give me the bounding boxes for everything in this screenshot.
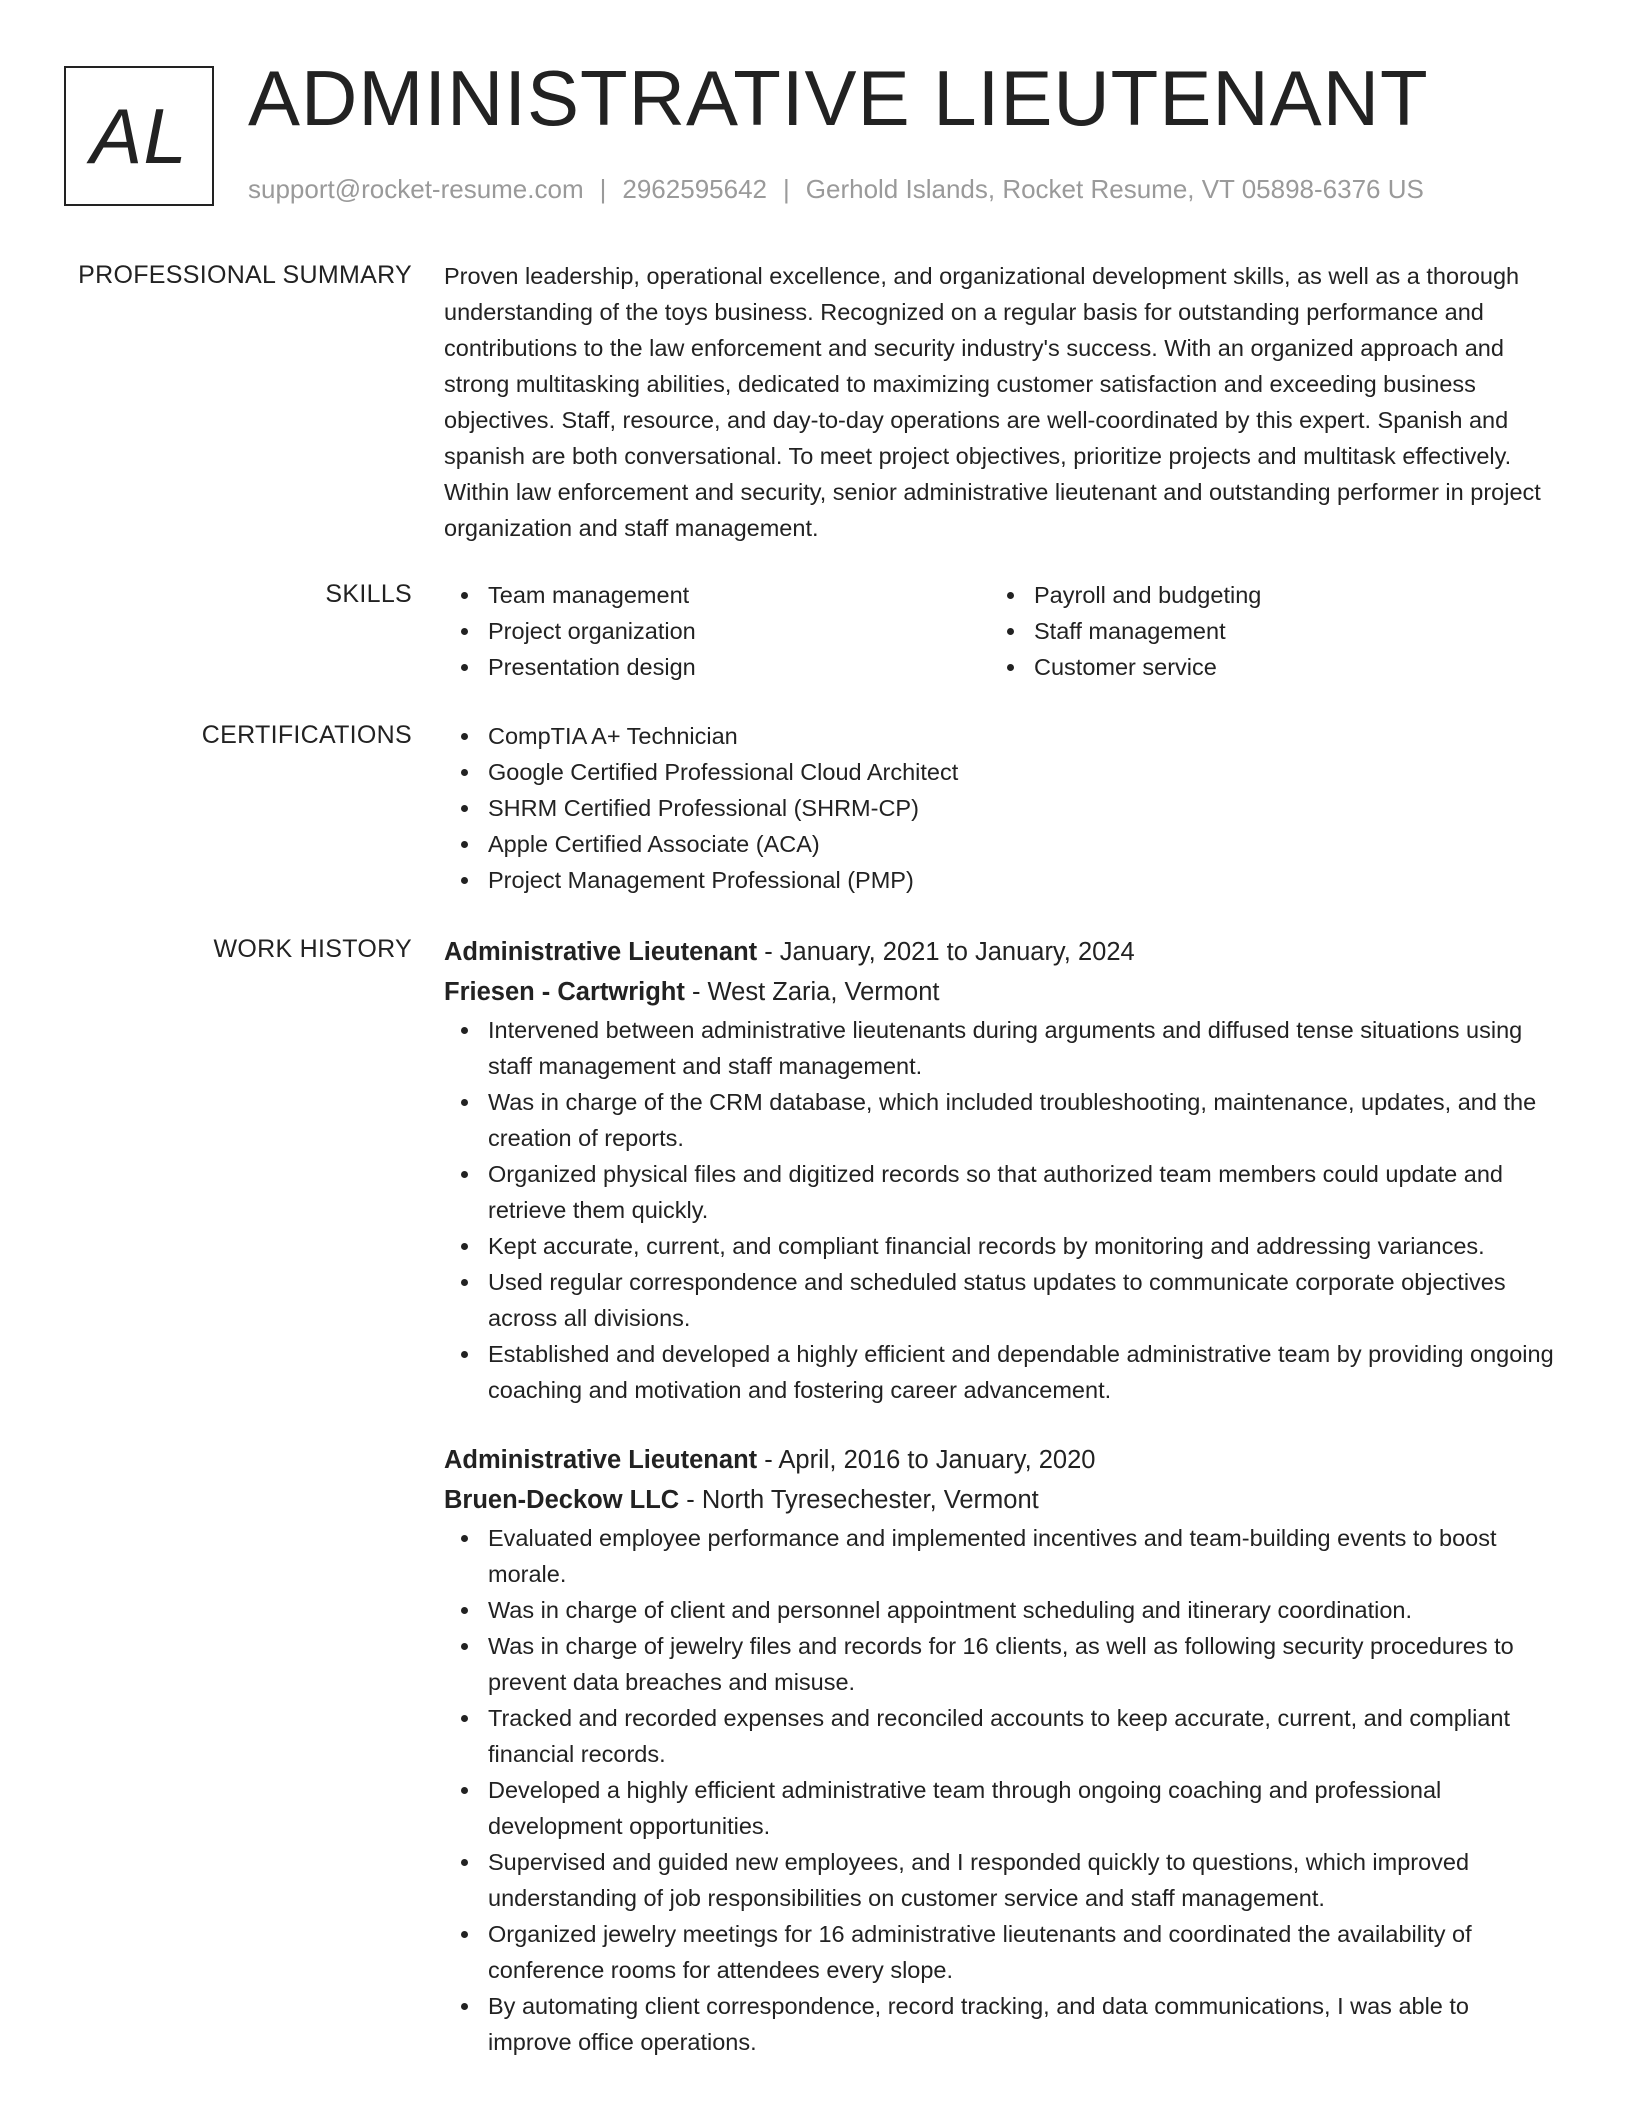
- certification-item: SHRM Certified Professional (SHRM-CP): [444, 790, 1558, 826]
- summary-text: Proven leadership, operational excellence, and organizational development skills, as well as a thorough understanding of the toys business. Recognized on a regular basis for outstanding performance and contributions to the law enforcement and security industry's success. With an organized approach and strong multitasking abilities, dedicated to maximizing customer satisfaction and exceeding business objectives. Staff, resource, and day-to-day operations are well-coordinated by this expert. Spanish and spanish are both conversational. To meet project objectives, prioritize projects and multitask effectively. Within law enforcement and security, senior administrative lieutenant and outstanding performer in project organization and staff management.: [444, 263, 1541, 541]
- certification-item: Apple Certified Associate (ACA): [444, 826, 1558, 862]
- job-bullet: Tracked and recorded expenses and reconciled accounts to keep accurate, current, and compliant financial records.: [444, 1700, 1558, 1772]
- summary-body: [444, 258, 1558, 546]
- job-bullet: Was in charge of the CRM database, which included troubleshooting, maintenance, updates, and the creation of reports.: [444, 1084, 1558, 1156]
- contact-separator: |: [599, 174, 607, 204]
- job-company: Bruen-Deckow LLC: [444, 1486, 680, 1514]
- work-history-body: [444, 932, 1558, 2060]
- skill-item: Presentation design: [444, 649, 990, 685]
- job-bullet: Used regular correspondence and scheduled status updates to communicate corporate objectives across all divisions.: [444, 1264, 1558, 1336]
- certification-item: Google Certified Professional Cloud Architect: [444, 754, 1558, 790]
- job-bullets: [444, 1520, 1558, 2060]
- skills-grid: [444, 577, 1558, 685]
- job-entry: [444, 1440, 1558, 2060]
- contact-address: Gerhold Islands, Rocket Resume, VT 05898-6376 US: [805, 174, 1424, 204]
- certifications-list: [444, 718, 1558, 898]
- job-bullets: [444, 1012, 1558, 1408]
- certification-item: CompTIA A+ Technician: [444, 718, 1558, 754]
- resume-name: ADMINISTRATIVE LIEUTENANT: [248, 54, 1429, 142]
- job-company-line: [444, 972, 1558, 1012]
- job-dates: - April, 2016 to January, 2020: [757, 1446, 1096, 1474]
- job-company: Friesen - Cartwright: [444, 978, 685, 1006]
- job-bullet: Evaluated employee performance and implemented incentives and team-building events to boost morale.: [444, 1520, 1558, 1592]
- section-label-summary: PROFESSIONAL SUMMARY: [78, 261, 412, 289]
- certification-item: Project Management Professional (PMP): [444, 862, 1558, 898]
- job-bullet: By automating client correspondence, record tracking, and data communications, I was able to improve office operations.: [444, 1988, 1558, 2060]
- job-company-line: [444, 1480, 1558, 1520]
- job-dates: - January, 2021 to January, 2024: [757, 938, 1135, 966]
- section-label-certifications: CERTIFICATIONS: [201, 721, 412, 749]
- skills-list-right: [990, 577, 1536, 685]
- monogram-box: [64, 66, 214, 206]
- section-label-skills: SKILLS: [325, 580, 412, 608]
- skill-item: Project organization: [444, 613, 990, 649]
- job-bullet: Was in charge of client and personnel appointment scheduling and itinerary coordination.: [444, 1592, 1558, 1628]
- skill-item: Payroll and budgeting: [990, 577, 1536, 613]
- job-bullet: Organized physical files and digitized records so that authorized team members could update and retrieve them quickly.: [444, 1156, 1558, 1228]
- skill-item: Staff management: [990, 613, 1536, 649]
- job-bullet: Was in charge of jewelry files and records for 16 clients, as well as following security procedures to prevent data breaches and misuse.: [444, 1628, 1558, 1700]
- job-title-line: [444, 1440, 1558, 1480]
- contact-separator: |: [783, 174, 790, 204]
- skill-item: Customer service: [990, 649, 1536, 685]
- job-title: Administrative Lieutenant: [444, 938, 758, 966]
- contact-line: [248, 174, 1424, 205]
- job-entry: [444, 932, 1558, 1408]
- job-title: Administrative Lieutenant: [444, 1446, 758, 1474]
- job-location: - North Tyresechester, Vermont: [679, 1486, 1039, 1514]
- job-bullet: Organized jewelry meetings for 16 administrative lieutenants and coordinated the availability of conference rooms for attendees every slope.: [444, 1916, 1558, 1988]
- job-bullet: Supervised and guided new employees, and I responded quickly to questions, which improved understanding of job responsibilities on customer service and staff management.: [444, 1844, 1558, 1916]
- job-title-line: [444, 932, 1558, 972]
- job-bullet: Intervened between administrative lieutenants during arguments and diffused tense situations using staff management and staff management.: [444, 1012, 1558, 1084]
- certifications-body: [444, 718, 1558, 898]
- job-bullet: Kept accurate, current, and compliant financial records by monitoring and addressing variances.: [444, 1228, 1558, 1264]
- contact-email: support@rocket-resume.com: [248, 174, 584, 204]
- job-bullet: Developed a highly efficient administrative team through ongoing coaching and professional development opportunities.: [444, 1772, 1558, 1844]
- section-label-work-history: WORK HISTORY: [213, 935, 412, 963]
- skills-list-left: [444, 577, 990, 685]
- job-location: - West Zaria, Vermont: [684, 978, 940, 1006]
- job-bullet: Established and developed a highly efficient and dependable administrative team by providing ongoing coaching and motivation and fostering career advancement.: [444, 1336, 1558, 1408]
- contact-phone: 2962595642: [622, 174, 767, 204]
- skill-item: Team management: [444, 577, 990, 613]
- monogram-initials: AL: [90, 92, 188, 180]
